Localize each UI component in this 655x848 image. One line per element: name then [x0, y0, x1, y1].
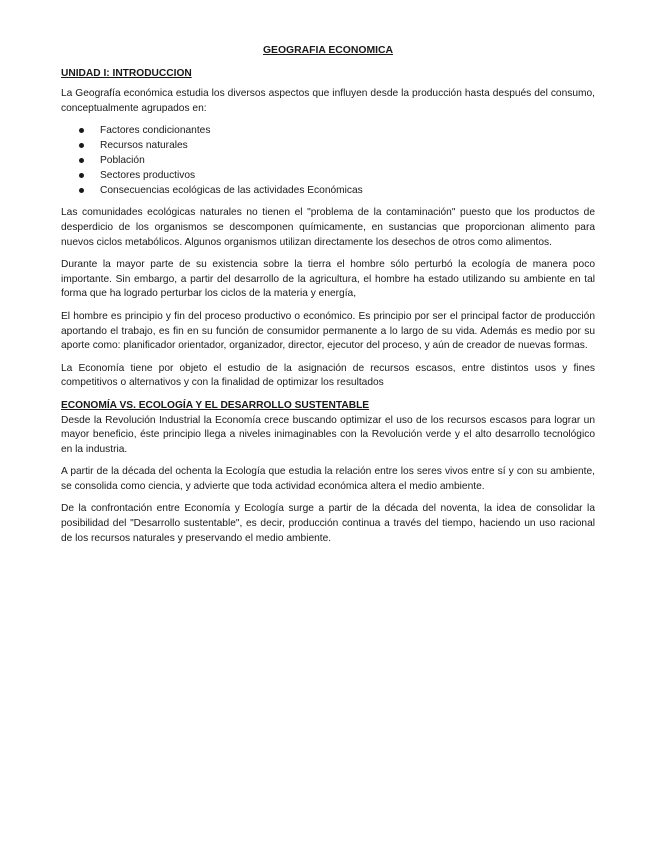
- paragraph-revolucion-industrial: Desde la Revolución Industrial la Economía crece buscando optimizar el uso de los recursos escasos para lograr un mayor beneficio, éste principio llega a niveles inimaginables con la Revolución verde y el alto desarrollo tecnológico en la industria.: [61, 414, 595, 455]
- paragraph-ecologia: A partir de la década del ochenta la Ecología que estudia la relación entre los seres vivos entre sí y con su ambiente, se consolida como ciencia, y advierte que toda actividad económica altera el medio ambiente.: [61, 466, 595, 492]
- document-page: [61, 44, 595, 554]
- list-item-text: Sectores productivos: [100, 170, 196, 182]
- list-item-text: Población: [100, 155, 145, 167]
- list-item: [61, 168, 595, 183]
- bullet-icon: [79, 143, 84, 148]
- bullet-icon: [79, 158, 84, 163]
- paragraph-hombre: El hombre es principio y fin del proceso productivo o económico. Es principio por ser el principal factor de producción aportando el trabajo, es fin en su función de consumidor permanente a lo largo de su vida. Además es medio por su aporte como: planificador orientador, organizador, director, ejecutor del proceso, y aún de creador de nuevas formas.: [61, 310, 595, 352]
- bullet-icon: [79, 128, 84, 133]
- section-heading-desarrollo-sustentable: ECONOMÍA VS. ECOLOGÍA Y EL DESARROLLO SUSTENTABLE: [61, 399, 370, 411]
- paragraph-existencia: Durante la mayor parte de su existencia sobre la tierra el hombre sólo perturbó la ecología de manera poco importante. Sin embargo, a partir del desarrollo de la agricultura, el hombre ha estado utilizando su ambiente en tal forma que ha logrado perturbar los ciclos de la materia y energía,: [61, 259, 595, 300]
- bullet-icon: [79, 188, 84, 193]
- intro-paragraph: La Geografía económica estudia los diversos aspectos que influyen desde la producción hasta después del consumo, conceptualmente agrupados en:: [61, 88, 595, 114]
- list-item: [61, 153, 595, 168]
- list-item: [61, 138, 595, 153]
- list-item-text: Consecuencias ecológicas de las actividades Económicas: [100, 185, 363, 197]
- document-title: GEOGRAFIA ECONOMICA: [262, 45, 394, 56]
- bullet-icon: [79, 173, 84, 178]
- section-heading-introduccion: UNIDAD I: INTRODUCCION: [61, 67, 192, 79]
- paragraph-confrontacion: De la confrontación entre Economía y Ecología surge a partir de la década del noventa, la idea de consolidar la posibilidad del "Desarrollo sustentable", es decir, producción continua a través del tiempo, haciendo un uso racional de los recursos naturales y preservando el medio ambiente.: [61, 503, 595, 544]
- list-item-text: Recursos naturales: [100, 140, 188, 152]
- list-item: [61, 183, 595, 198]
- paragraph-economia: La Economía tiene por objeto el estudio de la asignación de recursos escasos, entre distintos usos y fines competitivos o alternativos y con la finalidad de optimizar los resultados: [61, 362, 595, 389]
- list-item-text: Factores condicionantes: [100, 125, 211, 137]
- topics-list: [61, 123, 595, 198]
- paragraph-comunidades: Las comunidades ecológicas naturales no tienen el "problema de la contaminación" puesto que los productos de desperdicio de los organismos se descomponen químicamente, en sustancias que proporcionan alimento para nuevos ciclos metabólicos. Algunos organismos utilizan directamente los desechos de otros como alimentos.: [61, 207, 595, 248]
- list-item: [61, 123, 595, 138]
